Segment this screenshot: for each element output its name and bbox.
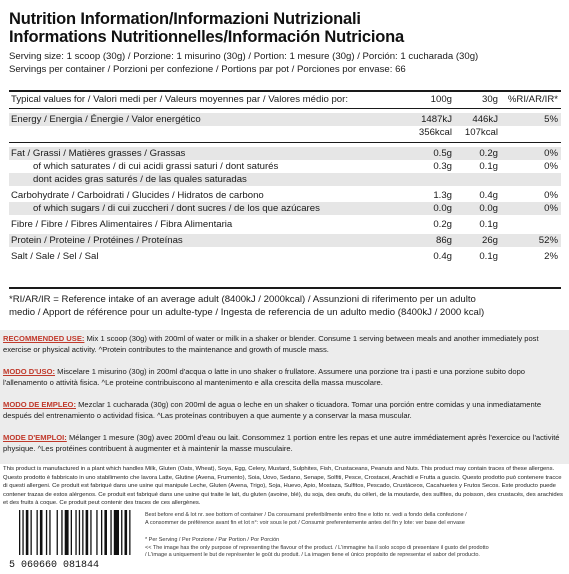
- saturates-ri: 0%: [544, 161, 558, 172]
- table-bottom-rule: [9, 287, 561, 289]
- barcode-bar: [79, 510, 80, 555]
- footnote-line-2: << The image has the only purpose of representing the flavour of the product. / L'immagine ha il solo scopo di presentare il gusto del prodotto: [145, 544, 489, 551]
- barcode-bar: [61, 510, 62, 555]
- bottom-section: [0, 507, 569, 574]
- serving-info: [9, 50, 561, 76]
- barcode-bar: [96, 510, 97, 555]
- nutrition-table: [9, 93, 561, 263]
- table-row-saturates-cont: [9, 173, 561, 186]
- sugars-100g: 0.0g: [433, 203, 452, 214]
- sugars-ri: 0%: [544, 203, 558, 214]
- saturates-100g: 0.3g: [433, 161, 452, 172]
- barcode-bar: [129, 510, 130, 555]
- header-label: Typical values for / Valori medi per / Valeurs moyennes par / Valores médio por:: [11, 94, 348, 105]
- carbohydrate-ri: 0%: [544, 190, 558, 201]
- barcode-bar: [125, 510, 128, 555]
- barcode-bar: [22, 510, 23, 555]
- energy-kcal-100g: 356kcal: [418, 127, 452, 138]
- usage-fr: [3, 432, 566, 454]
- usage-en: [3, 333, 566, 355]
- barcode-bar: [101, 510, 102, 555]
- barcode-bar: [65, 510, 69, 555]
- ri-note-line-1: *RI/AR/IR = Reference intake of an average adult (8400kJ / 2000kcal) / Assunzioni di riferimento per un adulto: [9, 294, 476, 305]
- title-line-1: Nutrition Information/Informazioni Nutrizionali: [9, 10, 361, 28]
- usage-fr-heading: MODE D'EMPLOI:: [3, 433, 67, 442]
- best-before-line-1: Best before end & lot nr. see bottom of container / Da consumarsi preferibilmente entro fine e lotto nr. vedi a fondo della confezione /: [145, 512, 467, 518]
- sugars-30g: 0.0g: [479, 203, 498, 214]
- table-row-salt: [9, 250, 561, 263]
- usage-es-text: Mezclar 1 cucharada (30g) con 200ml de agua o leche en un shaker o ticuadora. Tomar una porción entre comidas y una inmediatamente después del entrenamiento o actividad física. ^Las proteínas contribuyen a que aumente y a conservar la masa muscular.: [3, 400, 542, 420]
- barcode-bar: [37, 510, 38, 555]
- barcode-bar: [26, 510, 29, 555]
- table-row-fat: [9, 147, 561, 160]
- title-line-2: Informations Nutritionnelles/Información Nutriciona: [9, 28, 404, 46]
- best-before-line-2: A consommer de préférence avant fin et lot n°: voir sous le pot / Consumir preferentemente antes del fin y lote: ver base del envase: [145, 519, 465, 526]
- energy-kj-30g: 446kJ: [472, 114, 498, 125]
- barcode-bar: [110, 510, 111, 555]
- table-row-fibre: [9, 218, 561, 231]
- usage-it-text: Miscelare 1 misurino (30g) in 200ml d'acqua o latte in uno shaker o frullatore. Assumere una porzione tra i pasti e una porzione subito dopo l'allenamento o attività fisica. ^Le proteine contribuiscono al mantenimento e alla crescita della massa muscolare.: [3, 367, 526, 387]
- saturates-30g: 0.1g: [479, 161, 498, 172]
- table-top-rule: [9, 90, 561, 92]
- footnote: [145, 537, 565, 560]
- salt-100g: 0.4g: [433, 251, 452, 262]
- ri-note: [9, 293, 561, 319]
- barcode-bar: [114, 510, 119, 555]
- sugars-label: of which sugars / di cui zuccheri / dont sucres / de los que azúcares: [33, 203, 320, 214]
- barcode-bar: [75, 510, 76, 555]
- table-row-saturates: [9, 160, 561, 173]
- protein-100g: 86g: [435, 235, 452, 246]
- serving-size: Serving size: 1 scoop (30g) / Porzione: 1 misurino (30g) / Portion: 1 mesure (30g) / Porción: 1 cucharada (30g): [9, 51, 479, 62]
- footnote-line-1: * Per Serving / Per Porzione / Par Portion / Por Porción: [145, 537, 280, 543]
- salt-label: Salt / Sale / Sel / Sal: [11, 251, 99, 262]
- barcode-bar: [86, 510, 89, 555]
- header-100g: 100g: [430, 94, 452, 105]
- fat-30g: 0.2g: [479, 148, 498, 159]
- energy-ri: 5%: [544, 114, 558, 125]
- barcode-bar: [40, 510, 43, 555]
- barcode-bar: [57, 510, 58, 555]
- title-block: [9, 10, 561, 46]
- barcode-bar: [19, 510, 20, 555]
- salt-ri: 2%: [544, 251, 558, 262]
- protein-30g: 26g: [481, 235, 498, 246]
- header-30g: 30g: [481, 94, 498, 105]
- saturates-label: of which saturates / di cui acidi grassi saturi / dont saturés: [33, 161, 279, 172]
- barcode-bar: [121, 510, 122, 555]
- salt-30g: 0.1g: [479, 251, 498, 262]
- carbohydrate-100g: 1.3g: [433, 190, 452, 201]
- allergen-statement: This product is manufactured in a plant which handles Milk, Gluten (Oats, Wheat), Soya, Egg, Celery, Mustard, Sulphites, Fish, Crustaceans, Peanuts and Nuts. This product may contain traces of these allergens. Questo prodotto è fabbricato in uno stabilimento che lavora Latte, Glutine (Avena, Frumento), Soia, Uovo, Sedano, Senape, Solfiti, Pesce, Crostacei, Arachidi e Frutta a guscio. Questo prodotto può contenere tracce di questi allergeni. Ce produit est fabriqué dans une usine qui manipule Leche, Gluten (Avena, Trigo), Soja, Huevo, Apio, Mostaza, Sulfitos, Pescado, Crustáceos, Cacahuetes y Frutos Secos. Este producto puede contener trazas de estos alérgenos. Ce produit est fabriqué dans une usine qui traite le lait, du gluten (avoine, blé), du soja, des œufs, du céleri, de la moutarde, des sulfites, du poisson, des crustacés, des arachides et des fruits à coque. Ce produit peut contenir des traces de ces allergènes.: [3, 466, 563, 506]
- fat-100g: 0.5g: [433, 148, 452, 159]
- table-row-carbohydrate: [9, 189, 561, 202]
- table-row-sugars: [9, 202, 561, 215]
- barcode-digits: 5 060660 081844: [9, 560, 100, 568]
- barcode-bar: [104, 510, 107, 555]
- header-ri: %RI/AR/IR*: [507, 94, 558, 105]
- protein-label: Protein / Proteine / Protéines / Proteínas: [11, 235, 183, 246]
- usage-en-text: Mix 1 scoop (30g) with 200ml of water or milk in a shaker or blender. Consume 1 serving between meals and another immediately post exercise or physical activity. ^Protein contributes to the maintenance and growth of muscle mass.: [3, 334, 539, 354]
- energy-kj-100g: 1487kJ: [421, 114, 452, 125]
- usage-es: [3, 399, 566, 421]
- ri-note-line-2: medio / Apport de référence pour un adulte-type / Ingesta de referencia de un adulto medio (8400kJ / 2000 kcal): [9, 307, 485, 318]
- barcode-bar: [90, 510, 91, 555]
- barcode-bar: [46, 510, 47, 555]
- barcode-bar: [31, 510, 32, 555]
- usage-fr-text: Mélanger 1 mesure (30g) avec 200ml d'eau ou lait. Consommez 1 portion entre les repas et une autre immédiatement après l'exercice ou l'activité physique. ^Les protéines contribuent à augmenter et à maintenir la masse musculaire.: [3, 433, 560, 453]
- best-before: [145, 512, 565, 527]
- table-row-energy-kj: [9, 113, 561, 126]
- barcode-bar: [49, 510, 50, 555]
- fibre-30g: 0.1g: [479, 219, 498, 230]
- usage-it: [3, 366, 566, 388]
- protein-ri: 52%: [538, 235, 558, 246]
- energy-label: Energy / Energia / Énergie / Valor energético: [11, 114, 201, 125]
- usage-es-heading: MODO DE EMPLEO:: [3, 400, 76, 409]
- barcode: [9, 510, 139, 568]
- carbohydrate-label: Carbohydrate / Carboidrati / Glucides / Hidratos de carbono: [11, 190, 264, 201]
- saturates-label-2: dont acides gras saturés / de las quales saturadas: [33, 174, 247, 185]
- carbohydrate-30g: 0.4g: [479, 190, 498, 201]
- energy-kcal-30g: 107kcal: [464, 127, 498, 138]
- fat-label: Fat / Grassi / Matières grasses / Grassas: [11, 148, 186, 159]
- servings-per-container: Servings per container / Porzioni per confezione / Portions par pot / Porciones por envase: 66: [9, 64, 406, 75]
- table-row-protein: [9, 234, 561, 247]
- table-header-row: [9, 93, 561, 106]
- usage-en-heading: RECOMMENDED USE:: [3, 334, 85, 343]
- barcode-bar: [71, 510, 72, 555]
- barcode-bar: [82, 510, 83, 555]
- usage-it-heading: MODO D'USO:: [3, 367, 56, 376]
- footnote-line-3: / L'image a uniquement le but de représenter le goût du produit. / La imagen tiene el único propósito de representar el sabor del producto.: [145, 552, 480, 558]
- fat-ri: 0%: [544, 148, 558, 159]
- fibre-100g: 0.2g: [433, 219, 452, 230]
- table-row-energy-kcal: [9, 126, 561, 139]
- fibre-label: Fibre / Fibre / Fibres Alimentaires / Fibra Alimentaria: [11, 219, 233, 230]
